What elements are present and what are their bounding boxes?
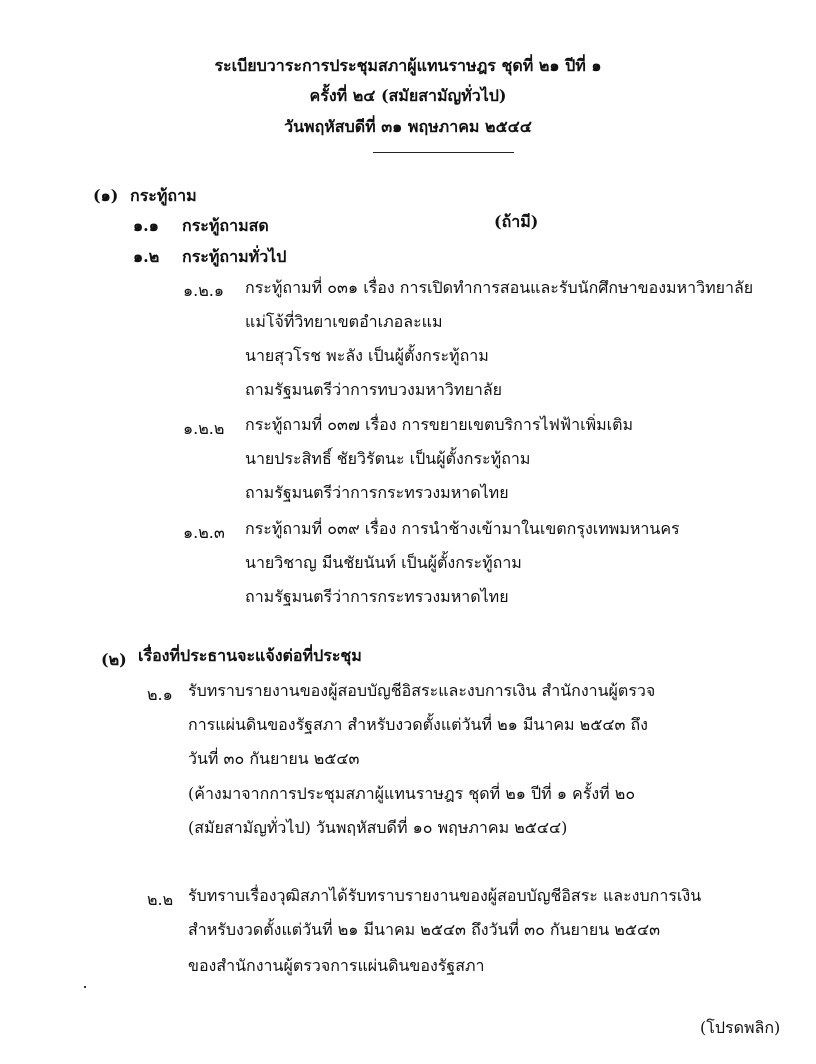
section-1-title: กระทู้ถาม [130, 186, 197, 205]
question-1-2-1-subject: กระทู้ถามที่ ๐๓๑ เรื่อง การเปิดทำการสอนและรับนักศึกษาของมหาวิทยาลัย [245, 278, 754, 297]
question-1-2-3-addressee: ถามรัฐมนตรีว่าการกระทรวงมหาดไทย [245, 587, 509, 606]
header-divider [373, 152, 514, 153]
item-2-1-line-5: (สมัยสามัญทั่วไป) วันพฤหัสบดีที่ ๑๐ พฤษภาคม ๒๕๔๔) [188, 818, 568, 837]
item-1-2-title: กระทู้ถามทั่วไป [182, 247, 287, 266]
question-1-2-2-number: ๑.๒.๒ [183, 419, 225, 438]
item-1-1-note: (ถ้ามี) [494, 212, 539, 231]
question-1-2-1-asker: นายสุวโรช พะลัง เป็นผู้ตั้งกระทู้ถาม [245, 346, 489, 365]
question-1-2-2-subject: กระทู้ถามที่ ๐๓๗ เรื่อง การขยายเขตบริการไฟฟ้าเพิ่มเติม [245, 415, 634, 434]
item-2-1-line-4: (ค้างมาจากการประชุมสภาผู้แทนราษฎร ชุดที่ ๒๑ ปีที่ ๑ ครั้งที่ ๒๐ [188, 784, 636, 803]
item-2-1-number: ๒.๑ [147, 685, 173, 704]
question-1-2-3-number: ๑.๒.๓ [183, 523, 225, 542]
turn-page-note: (โปรดพลิก) [700, 1018, 781, 1037]
item-2-2-line-2: สำหรับงวดตั้งแต่วันที่ ๒๑ มีนาคม ๒๕๔๓ ถึงวันที่ ๓๐ กันยายน ๒๕๔๓ [188, 920, 661, 939]
meeting-date: วันพฤหัสบดีที่ ๓๑ พฤษภาคม ๒๕๔๔ [284, 117, 532, 136]
question-1-2-1-number: ๑.๒.๑ [183, 281, 225, 300]
item-1-1-number: ๑.๑ [133, 216, 159, 235]
session-number: ครั้งที่ ๒๔ (สมัยสามัญทั่วไป) [309, 86, 507, 105]
item-2-2-line-3: ของสำนักงานผู้ตรวจการแผ่นดินของรัฐสภา [188, 956, 485, 975]
item-2-1-line-3: วันที่ ๓๐ กันยายน ๒๕๔๓ [188, 749, 360, 768]
question-1-2-3-asker: นายวิชาญ มีนชัยนันท์ เป็นผู้ตั้งกระทู้ถาม [245, 553, 522, 572]
item-1-1-title: กระทู้ถามสด [182, 216, 269, 235]
item-2-1-line-1: รับทราบรายงานของผู้สอบบัญชีอิสระและงบการเงิน สำนักงานผู้ตรวจ [188, 681, 656, 700]
question-1-2-1-subject-cont: แม่โจ้ที่วิทยาเขตอำเภอละแม [245, 312, 443, 331]
question-1-2-2-asker: นายประสิทธิ์ ชัยวิรัตนะ เป็นผู้ตั้งกระทู้ถาม [245, 449, 531, 468]
question-1-2-1-addressee: ถามรัฐมนตรีว่าการทบวงมหาวิทยาลัย [245, 380, 502, 399]
item-1-2-number: ๑.๒ [133, 247, 160, 266]
section-1-number: (๑) [93, 186, 119, 205]
item-2-2-line-1: รับทราบเรื่องวุฒิสภาได้รับทราบรายงานของผู้สอบบัญชีอิสระ และงบการเงิน [188, 886, 702, 905]
question-1-2-2-addressee: ถามรัฐมนตรีว่าการกระทรวงมหาดไทย [245, 483, 509, 502]
agenda-title: ระเบียบวาระการประชุมสภาผู้แทนราษฎร ชุดที่ ๒๑ ปีที่ ๑ [214, 56, 602, 75]
item-2-1-line-2: การแผ่นดินของรัฐสภา สำหรับงวดตั้งแต่วันที่ ๒๑ มีนาคม ๒๕๔๓ ถึง [188, 715, 648, 734]
question-1-2-3-subject: กระทู้ถามที่ ๐๓๙ เรื่อง การนำช้างเข้ามาในเขตกรุงเทพมหานคร [245, 519, 680, 538]
section-2-title: เรื่องที่ประธานจะแจ้งต่อที่ประชุม [138, 646, 362, 665]
scan-speck [84, 986, 86, 988]
section-2-number: (๒) [101, 650, 127, 669]
item-2-2-number: ๒.๒ [147, 890, 174, 909]
